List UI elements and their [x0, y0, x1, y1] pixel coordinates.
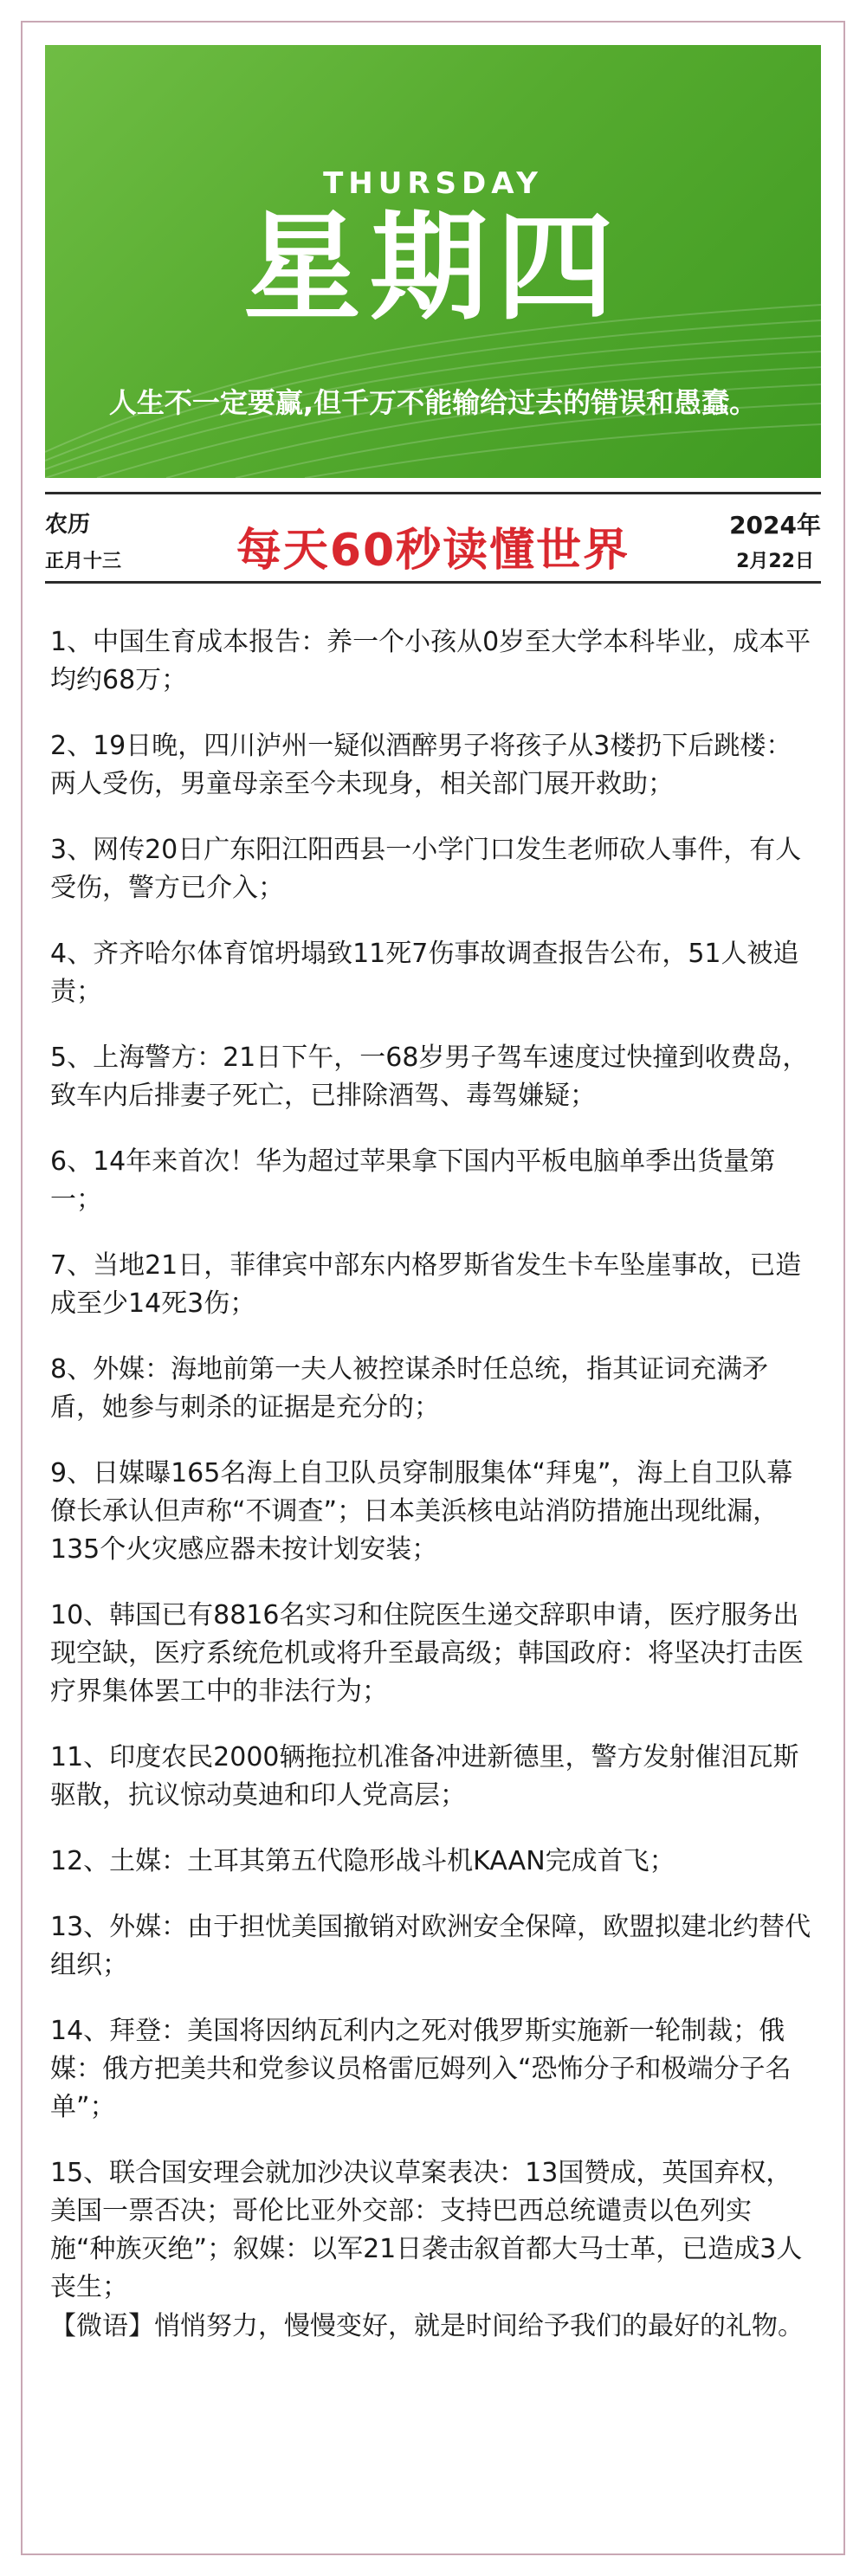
news-item: 13、外媒：由于担忧美国撤销对欧洲安全保障，欧盟拟建北约替代组织； [50, 1912, 811, 1980]
lunar-label: 农历 [45, 512, 91, 538]
news-item: 12、土媒：土耳其第五代隐形战斗机KAAN完成首飞； [50, 1846, 675, 1876]
news-item: 3、网传20日广东阳江阳西县一小学门口发生老师砍人事件，有人受伤，警方已介入； [50, 835, 802, 903]
news-item: 2、19日晚，四川泸州一疑似酒醉男子将孩子从3楼扔下后跳楼：两人受伤，男童母亲至今未现身，相关部门展开救助； [50, 731, 792, 799]
closing-quote: 【微语】悄悄努力，慢慢变好，就是时间给予我们的最好的礼物。 [50, 2311, 804, 2341]
news-item: 8、外媒：海地前第一夫人被控谋杀时任总统，指其证词充满矛盾，她参与刺杀的证据是充分的； [50, 1354, 769, 1423]
day-banner [45, 45, 821, 478]
date-info-bar [45, 492, 821, 584]
news-item: 15、联合国安理会就加沙决议草案表决：13国赞成，英国弃权，美国一票否决；哥伦比亚外交部：支持巴西总统谴责以色列实施“种族灭绝”；叙媒：以军21日袭击叙首都大马士革，已造成3人丧生； [50, 2158, 803, 2302]
news-item: 6、14年来首次！华为超过苹果拿下国内平板电脑单季出货量第一； [50, 1146, 776, 1215]
news-item: 5、上海警方：21日下午，一68岁男子驾车速度过快撞到收费岛，致车内后排妻子死亡，已排除酒驾、毒驾嫌疑； [50, 1043, 809, 1111]
news-list [50, 623, 816, 2334]
weekday-chinese: 星期四 [243, 200, 623, 337]
banner-slogan: 人生不一定要赢,但千万不能输给过去的错误和愚蠢。 [108, 386, 758, 419]
news-item: 14、拜登：美国将因纳瓦利内之死对俄罗斯实施新一轮制裁；俄媒：俄方把美共和党参议员格雷厄姆列入“恐怖分子和极端分子名单”； [50, 2016, 792, 2122]
page-headline: 每天60秒读懂世界 [236, 525, 630, 577]
news-item: 1、中国生育成本报告：养一个小孩从0岁至大学本科毕业，成本平均约68万； [50, 627, 811, 695]
news-item: 4、齐齐哈尔体育馆坍塌致11死7伤事故调查报告公布，51人被追责； [50, 939, 799, 1007]
weekday-english: THURSDAY [323, 166, 543, 201]
news-item: 11、印度农民2000辆拖拉机准备冲进新德里，警方发射催泪瓦斯驱散，抗议惊动莫迪和印人党高层； [50, 1742, 799, 1811]
date-label: 2月22日 [736, 551, 814, 572]
news-item: 7、当地21日，菲律宾中部东内格罗斯省发生卡车坠崖事故，已造成至少14死3伤； [50, 1250, 802, 1319]
news-item: 10、韩国已有8816名实习和住院医生递交辞职申请，医疗服务出现空缺，医疗系统危机或将升至最高级；韩国政府：将坚决打击医疗界集体罢工中的非法行为； [50, 1600, 804, 1707]
year-label: 2024年 [729, 511, 821, 539]
news-item: 9、日媒曝165名海上自卫队员穿制服集体“拜鬼”，海上自卫队幕僚长承认但声称“不调查”；日本美浜核电站消防措施出现纰漏，135个火灾感应器未按计划安装； [50, 1458, 793, 1565]
lunar-date: 正月十三 [45, 551, 122, 572]
